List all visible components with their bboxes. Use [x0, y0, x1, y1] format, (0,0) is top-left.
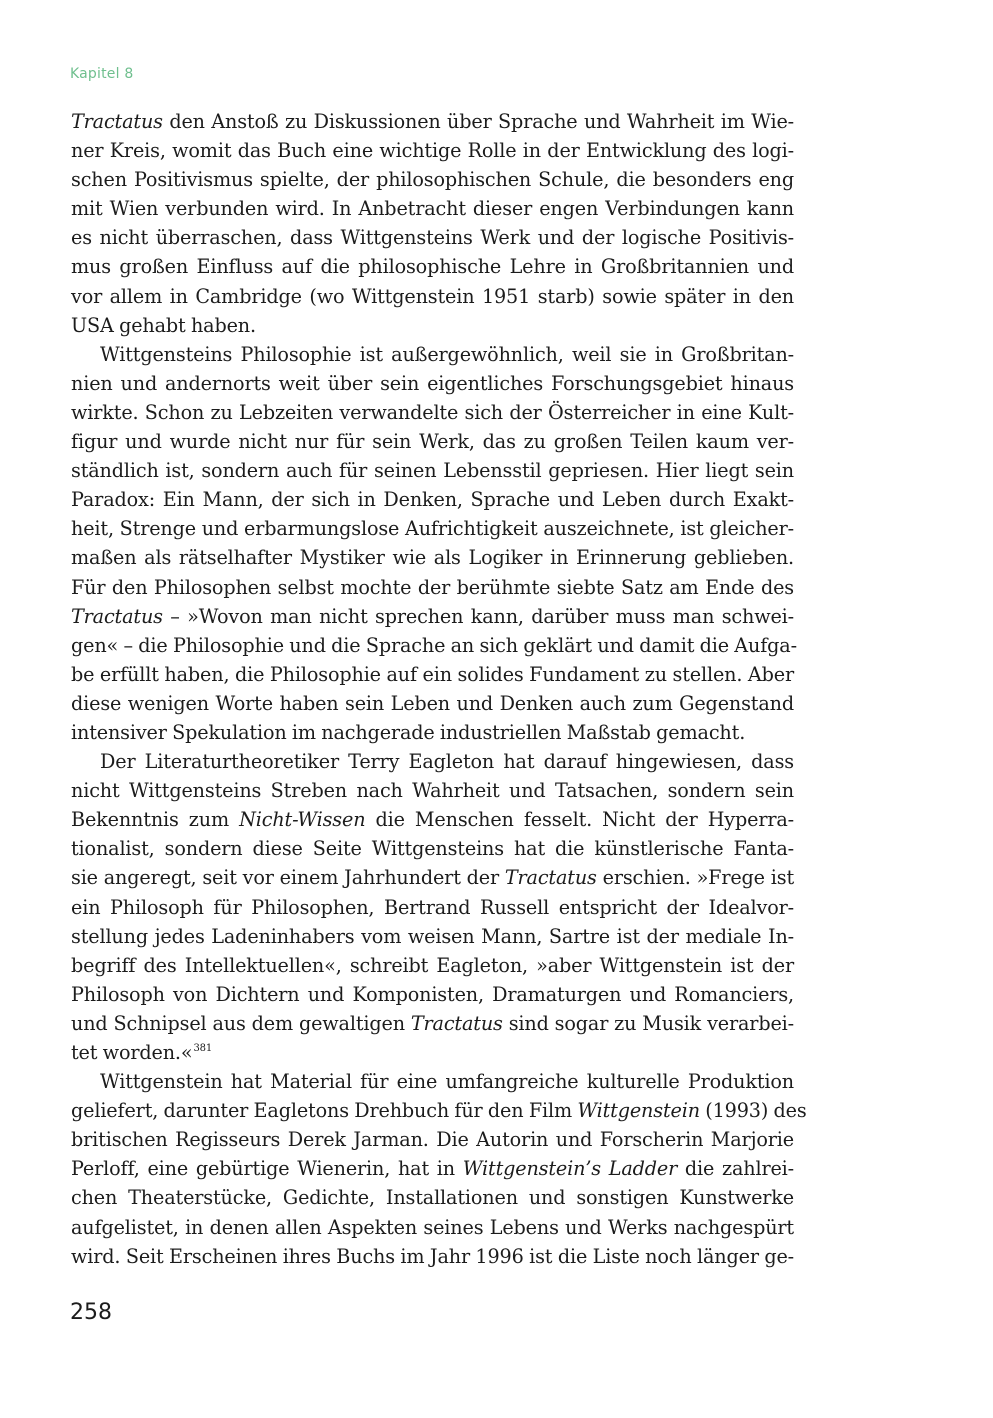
text-segment: geliefert, darunter Eagletons Drehbuch für den Film — [71, 1099, 578, 1123]
text-segment: ner Kreis, womit das Buch eine wichtige Rolle in der Entwicklung des logi- — [71, 139, 794, 163]
text-segment: den Anstoß zu Diskussionen über Sprache und Wahrheit im Wie- — [162, 110, 794, 133]
text-segment: mit Wien verbunden wird. In Anbetracht dieser engen Verbindungen kann — [71, 197, 794, 221]
text-line — [71, 689, 794, 718]
page-number: 258 — [70, 1300, 112, 1325]
text-line — [71, 311, 794, 340]
text-line — [71, 980, 794, 1009]
text-segment: die zahlrei- — [677, 1157, 794, 1181]
text-line — [71, 485, 794, 514]
text-segment: tet worden.« — [71, 1041, 193, 1064]
text-segment: wird. Seit Erscheinen ihres Buchs im Jahr 1996 ist die Liste noch länger ge- — [71, 1244, 794, 1268]
text-line — [71, 718, 794, 747]
text-line — [71, 107, 794, 136]
text-segment: (1993) des — [699, 1099, 807, 1123]
text-segment: Wittgenstein hat Material für eine umfangreiche kulturelle Produktion — [100, 1070, 794, 1094]
text-segment: ein Philosoph für Philosophen, Bertrand Russell entspricht der Idealvor- — [71, 895, 794, 919]
text-line — [71, 165, 794, 194]
text-segment: diese wenigen Worte haben sein Leben und Denken auch zum Gegenstand — [71, 691, 794, 715]
text-segment: figur und wurde nicht nur für sein Werk, das zu großen Teilen kaum ver- — [71, 430, 794, 454]
running-head: Kapitel 8 — [70, 66, 134, 82]
text-segment: heit, Strenge und erbarmungslose Aufrichtigkeit auszeichnete, ist gleicher- — [71, 517, 794, 541]
text-line — [71, 136, 794, 165]
text-segment: Bekenntnis zum — [71, 808, 240, 832]
text-line — [71, 340, 794, 369]
text-segment: be erfüllt haben, die Philosophie auf ein solides Fundament zu stellen. Aber — [71, 662, 794, 686]
text-line — [71, 1125, 794, 1154]
text-line — [71, 834, 794, 863]
text-line — [71, 456, 794, 485]
text-segment: Philosoph von Dichtern und Komponisten, Dramaturgen und Romanciers, — [71, 982, 794, 1006]
text-segment: chen Theaterstücke, Gedichte, Installationen und sonstigen Kunstwerke — [71, 1186, 794, 1210]
text-segment: gen« – die Philosophie und die Sprache an sich geklärt und damit die Aufga- — [71, 633, 797, 657]
text-line — [71, 922, 794, 951]
text-line — [71, 194, 794, 223]
text-segment: maßen als rätselhafter Mystiker wie als Logiker in Erinnerung geblieben. — [71, 546, 794, 570]
text-segment: sind sogar zu Musik verarbei- — [502, 1011, 794, 1035]
text-line — [71, 543, 794, 572]
italic-title: Wittgenstein’s Ladder — [462, 1157, 678, 1181]
text-segment: USA gehabt haben. — [71, 313, 256, 337]
text-line — [71, 427, 794, 456]
italic-title: Tractatus — [71, 110, 163, 133]
text-line — [71, 893, 794, 922]
text-segment: nien und andernorts weit über sein eigentliches Forschungsgebiet hinaus — [71, 371, 794, 395]
text-segment: Der Literaturtheoretiker Terry Eagleton hat darauf hingewiesen, dass — [100, 750, 794, 774]
italic-title: Tractatus — [504, 866, 597, 890]
text-segment: und Schnipsel aus dem gewaltigen — [71, 1011, 411, 1035]
text-line — [71, 1009, 794, 1038]
text-segment: ständlich ist, sondern auch für seinen Lebensstil gepriesen. Hier liegt sein — [71, 459, 794, 483]
text-line — [71, 369, 794, 398]
text-line — [71, 1154, 794, 1183]
text-segment: erschien. »Frege ist — [596, 866, 795, 890]
body-text — [71, 107, 807, 1271]
text-line — [71, 1038, 794, 1067]
text-line — [71, 252, 794, 281]
text-segment: aufgelistet, in denen allen Aspekten seines Lebens und Werks nachgespürt — [71, 1215, 794, 1239]
text-line — [71, 573, 794, 602]
text-segment: Wittgensteins Philosophie ist außergewöhnlich, weil sie in Großbritan- — [100, 342, 794, 366]
text-line — [71, 602, 794, 631]
text-segment: es nicht überraschen, dass Wittgensteins Werk und der logische Positivis- — [71, 226, 794, 250]
text-segment: britischen Regisseurs Derek Jarman. Die Autorin und Forscherin Marjorie — [71, 1128, 794, 1152]
text-line — [71, 1213, 794, 1242]
text-segment: Für den Philosophen selbst mochte der berühmte siebte Satz am Ende des — [71, 575, 794, 599]
text-segment: die Menschen fesselt. Nicht der Hyperra- — [365, 808, 794, 832]
text-segment: Paradox: Ein Mann, der sich in Denken, Sprache und Leben durch Exakt- — [71, 488, 794, 512]
text-segment: tionalist, sondern diese Seite Wittgensteins hat die künstlerische Fanta- — [71, 837, 794, 861]
italic-title: Nicht-Wissen — [239, 808, 366, 832]
text-line — [71, 660, 794, 689]
italic-title: Tractatus — [71, 604, 163, 628]
text-line — [71, 805, 794, 834]
text-segment: intensiver Spekulation im nachgerade industriellen Maßstab gemacht. — [71, 720, 746, 744]
text-segment: nicht Wittgensteins Streben nach Wahrheit und Tatsachen, sondern sein — [71, 779, 794, 803]
text-segment: schen Positivismus spielte, der philosophischen Schule, die besonders eng — [71, 168, 794, 192]
text-segment: begriff des Intellektuellen«, schreibt Eagleton, »aber Wittgenstein ist der — [71, 953, 794, 977]
text-line — [71, 951, 794, 980]
text-line — [71, 1242, 794, 1271]
text-line — [71, 1067, 794, 1096]
text-segment: vor allem in Cambridge (wo Wittgenstein 1951 starb) sowie später in den — [71, 284, 794, 308]
text-line — [71, 776, 794, 805]
text-line — [71, 1096, 807, 1125]
text-segment: stellung jedes Ladeninhabers vom weisen Mann, Sartre ist der mediale In- — [71, 924, 794, 948]
text-line — [71, 1183, 794, 1212]
text-line — [71, 631, 797, 660]
text-line — [71, 223, 794, 252]
text-line — [71, 747, 794, 776]
text-segment: mus großen Einfluss auf die philosophische Lehre in Großbritannien und — [71, 255, 794, 279]
text-segment: Perloff, eine gebürtige Wienerin, hat in — [71, 1157, 463, 1181]
text-line — [71, 863, 794, 892]
text-segment: sie angeregt, seit vor einem Jahrhundert der — [71, 866, 505, 890]
footnote-marker: 381 — [193, 1043, 213, 1054]
italic-title: Tractatus — [410, 1011, 503, 1035]
italic-title: Wittgenstein — [577, 1099, 700, 1123]
text-segment: – »Wovon man nicht sprechen kann, darüber muss man schwei- — [162, 604, 794, 628]
text-line — [71, 282, 794, 311]
text-line — [71, 514, 794, 543]
text-line — [71, 398, 794, 427]
text-segment: wirkte. Schon zu Lebzeiten verwandelte sich der Österreicher in eine Kult- — [71, 400, 794, 424]
